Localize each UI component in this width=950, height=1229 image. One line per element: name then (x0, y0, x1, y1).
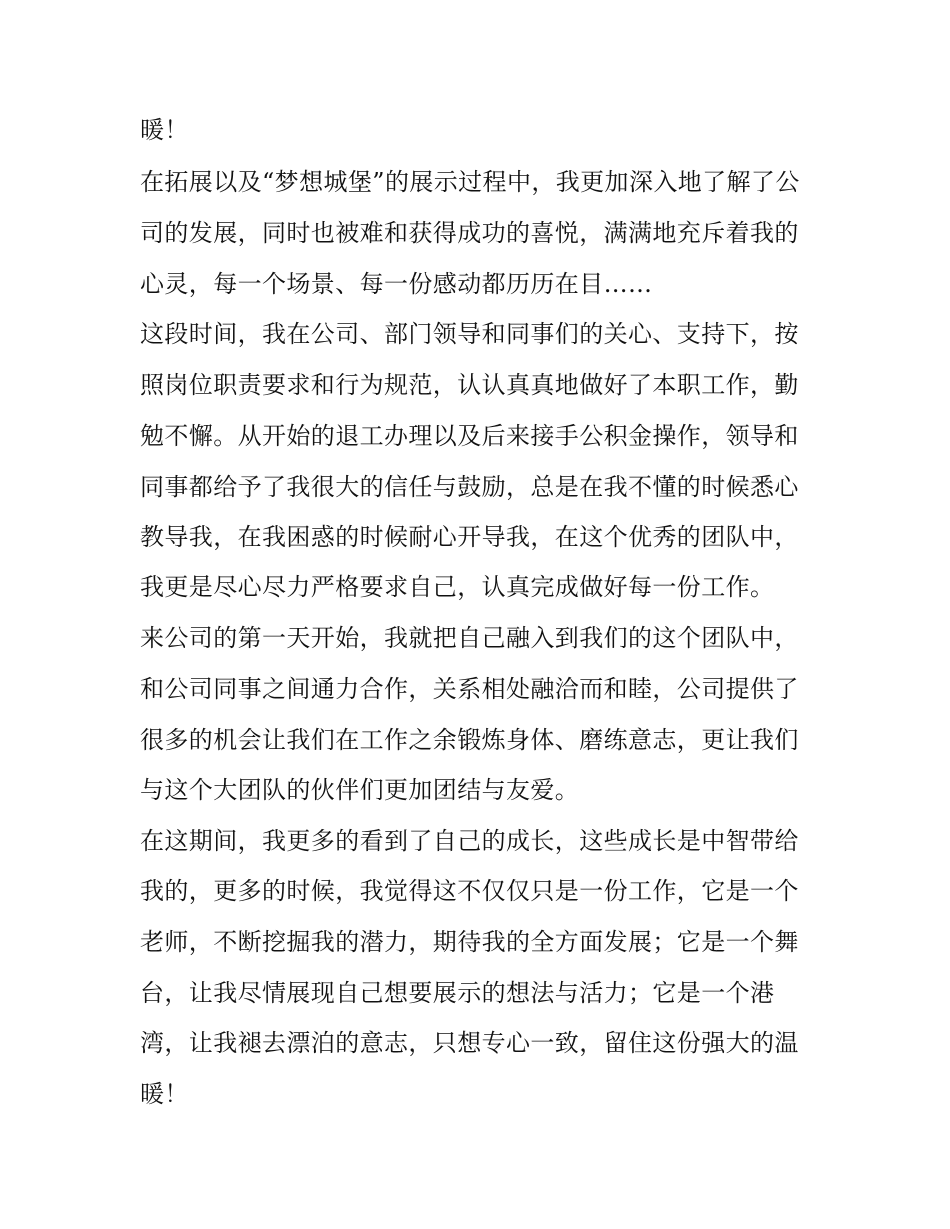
text-line-5: 这段时间，我在公司、部门领导和同事们的关心、支持下，按 (140, 320, 799, 348)
text-line-11: 来公司的第一天开始，我就把自己融入到我们的这个团队中， (140, 624, 799, 652)
text-line-7: 勉不懈。从开始的退工办理以及后来接手公积金操作，领导和 (140, 422, 799, 450)
text-line-1: 暖！ (140, 116, 189, 144)
text-line-12: 和公司同事之间通力合作，关系相处融洽而和睦，公司提供了 (140, 675, 799, 703)
text-line-8: 同事都给予了我很大的信任与鼓励，总是在我不懂的时候悉心 (140, 473, 799, 501)
text-line-4: 心灵，每一个场景、每一份感动都历历在目…… (140, 270, 653, 298)
text-line-14: 与这个大团队的伙伴们更加团结与友爱。 (140, 776, 580, 804)
text-line-9: 教导我，在我困惑的时候耐心开导我，在这个优秀的团队中， (140, 523, 799, 551)
text-line-17: 老师，不断挖掘我的潜力，期待我的全方面发展；它是一个舞 (140, 928, 799, 956)
text-line-3: 司的发展，同时也被难和获得成功的喜悦，满满地充斥着我的 (140, 219, 799, 247)
text-line-20: 暖！ (140, 1080, 189, 1108)
text-line-18: 台，让我尽情展现自己想要展示的想法与活力；它是一个港 (140, 979, 775, 1007)
text-line-19: 湾，让我褪去漂泊的意志，只想专心一致，留住这份强大的温 (140, 1029, 799, 1057)
text-line-15: 在这期间，我更多的看到了自己的成长，这些成长是中智带给 (140, 827, 799, 855)
text-line-13: 很多的机会让我们在工作之余锻炼身体、磨练意志，更让我们 (140, 726, 799, 754)
text-line-2: 在拓展以及“梦想城堡”的展示过程中，我更加深入地了解了公 (140, 168, 800, 196)
text-line-6: 照岗位职责要求和行为规范，认认真真地做好了本职工作，勤 (140, 371, 799, 399)
text-line-10: 我更是尽心尽力严格要求自己，认真完成做好每一份工作。 (140, 573, 775, 601)
text-line-16: 我的，更多的时候，我觉得这不仅仅只是一份工作，它是一个 (140, 877, 799, 905)
